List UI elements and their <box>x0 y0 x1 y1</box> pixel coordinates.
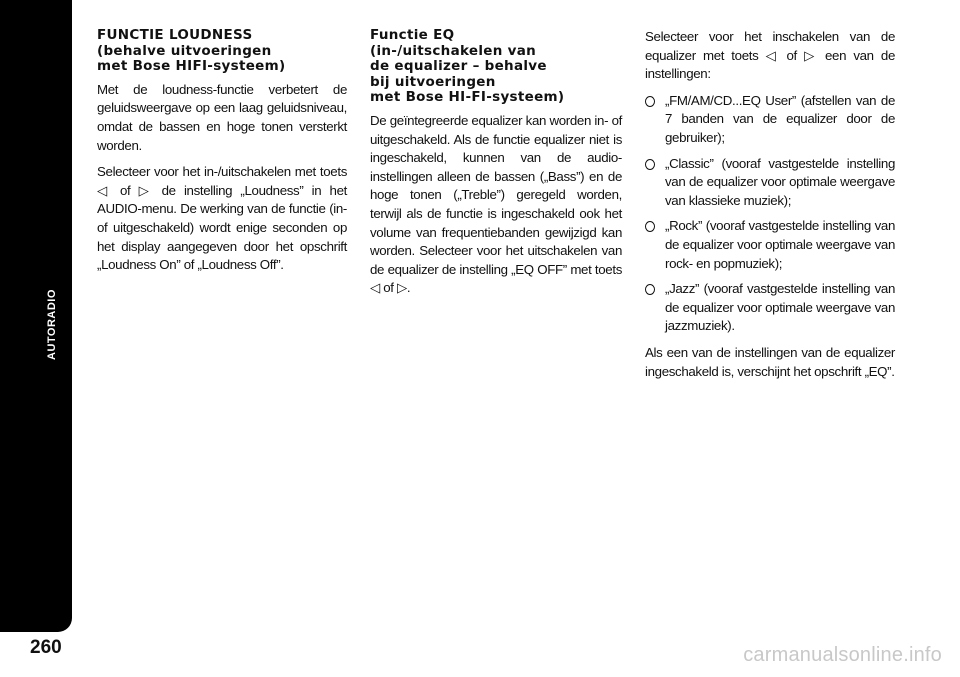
heading-line: FUNCTIE LOUDNESS <box>97 27 253 43</box>
circle-bullet-icon <box>645 96 655 107</box>
column-loudness <box>97 28 347 283</box>
heading-line: de equalizer – behalve <box>370 58 547 75</box>
heading-line: bij uitvoeringen <box>370 73 496 90</box>
eq-heading <box>370 28 622 106</box>
list-item <box>645 280 895 336</box>
circle-bullet-icon <box>645 284 655 295</box>
loudness-heading <box>97 28 347 75</box>
chapter-sidebar <box>0 0 72 632</box>
watermark: carmanualsonline.info <box>743 644 942 666</box>
list-item-text: „FM/AM/CD...EQ User” (afstellen van de 7 banden van de equalizer door de gebruiker); <box>665 92 895 145</box>
circle-bullet-icon <box>645 159 655 170</box>
outro-paragraph: Als een van de instellingen van de equalizer ingeschakeld is, verschijnt het opschrift „EQ”. <box>645 344 895 379</box>
list-item-text: „Classic” (vooraf vastgestelde instelling van de equalizer voor optimale weergave van klassieke muziek); <box>665 155 895 208</box>
list-item <box>645 217 895 273</box>
paragraph: Met de loudness-functie verbetert de geluidsweergave op een laag geluidsniveau, omdat de bassen en hoge tonen versterkt worden. <box>97 81 347 153</box>
list-item-text: „Rock” (vooraf vastgestelde instelling van de equalizer voor optimale weergave van rock- en popmuziek); <box>665 218 895 271</box>
list-item <box>645 92 895 148</box>
chapter-label: AUTORADIO <box>46 289 58 361</box>
settings-list <box>645 92 895 336</box>
circle-bullet-icon <box>645 221 655 232</box>
column-eq <box>370 28 622 306</box>
paragraph: Selecteer voor het in-/uitschakelen met toets ◁ of ▷ de instelling „Loudness” in het AUDIO-menu. De werking van de functie (in- of uitgeschakeld) wordt enige seconden op het display aangegeven door het opschrift „Loudness On” of „Loudness Off”. <box>97 164 347 273</box>
list-item-text: „Jazz” (vooraf vastgestelde instelling van de equalizer voor optimale weergave van jazzmuziek). <box>665 281 895 334</box>
heading-line: (in-/uitschakelen van <box>370 42 537 59</box>
column-eq-settings <box>645 28 895 389</box>
heading-line: met Bose HIFI-systeem) <box>97 58 286 75</box>
heading-line: met Bose HI-FI-systeem) <box>370 89 565 106</box>
list-item <box>645 155 895 211</box>
intro-paragraph: Selecteer voor het inschakelen van de equalizer met toets ◁ of ▷ een van de instellingen: <box>645 29 895 82</box>
heading-line: Functie EQ <box>370 27 455 43</box>
heading-line: (behalve uitvoeringen <box>97 42 272 59</box>
page-number: 260 <box>30 637 62 658</box>
paragraph: De geïntegreerde equalizer kan worden in- of uitgeschakeld. Als de functie equalizer niet is ingeschakeld, kunnen van de audio-instellingen alleen de bassen („Bass”) en de hoge tonen („Treble”) geregeld worden, terwijl als de functie is ingeschakeld ook het volume van frequentiebanden gewijzigd kan worden. Selecteer voor het uitschakelen van de equalizer de instelling „EQ OFF” met toets ◁ of ▷. <box>370 112 622 296</box>
